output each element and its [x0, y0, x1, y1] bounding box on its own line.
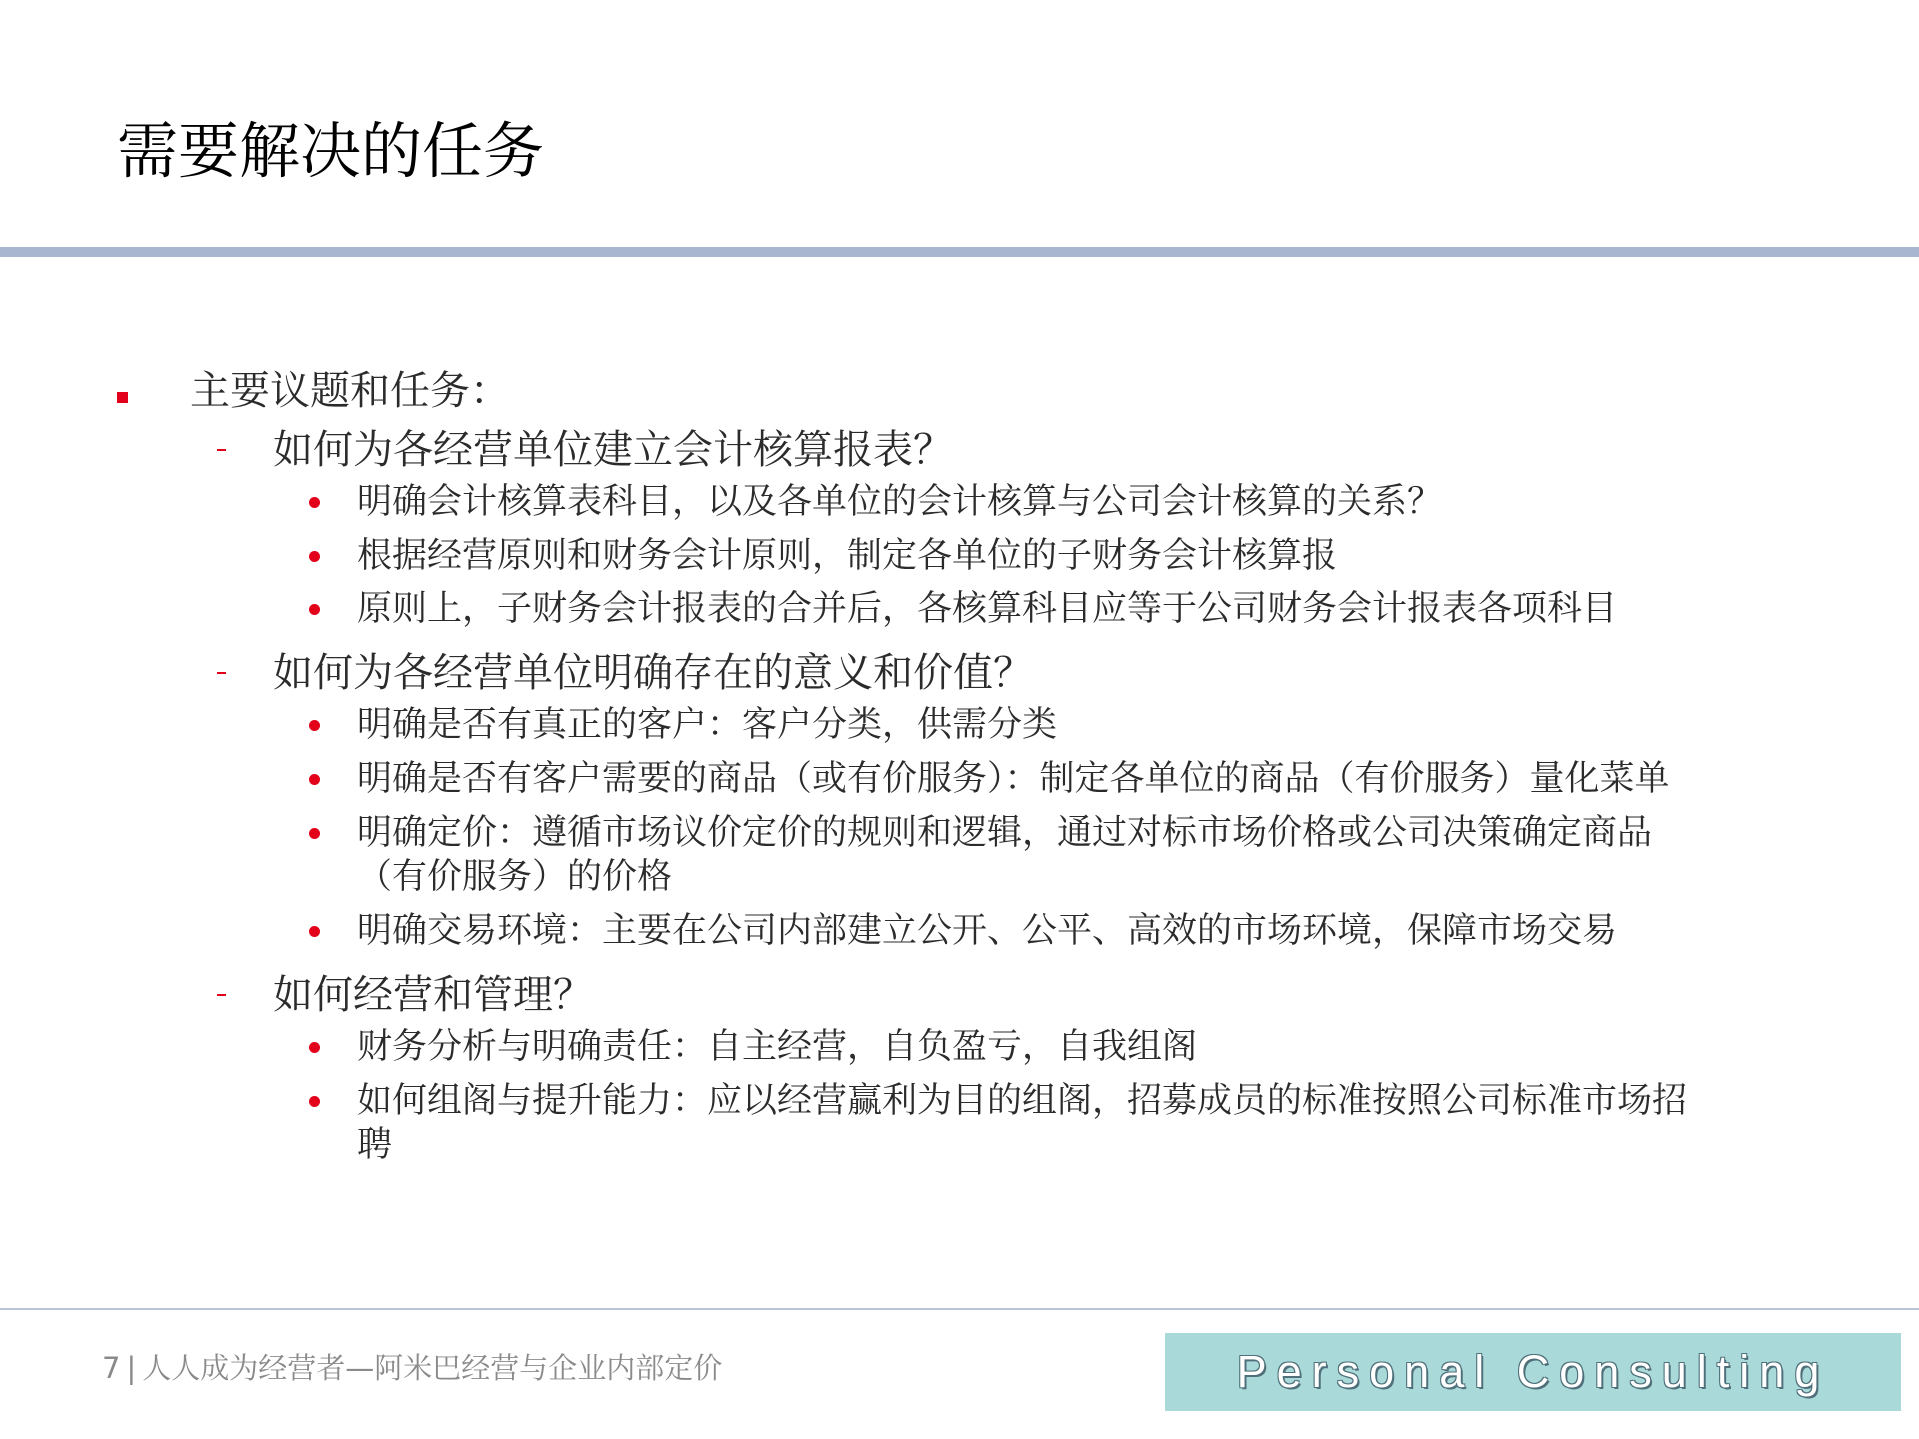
square-bullet-icon	[117, 392, 128, 403]
section-heading: 如何为各经营单位建立会计核算报表？	[273, 427, 953, 473]
dot-bullet-icon	[309, 828, 320, 839]
dot-bullet-icon	[309, 720, 320, 731]
bullet-text: 如何组阁与提升能力：应以经营赢利为目的组阁，招募成员的标准按照公司标准市场招	[357, 1081, 1688, 1121]
page-number: 7	[102, 1351, 121, 1385]
bullet-text: 明确是否有真正的客户：客户分类，供需分类	[357, 705, 1058, 745]
dot-bullet-icon	[309, 774, 320, 785]
brand-name: Personal Consulting	[1236, 1346, 1830, 1397]
slide-title: 需要解决的任务	[117, 116, 545, 187]
bullet-text: 明确交易环境：主要在公司内部建立公开、公平、高效的市场环境，保障市场交易	[357, 911, 1618, 951]
bullet-text: 根据经营原则和财务会计原则，制定各单位的子财务会计核算报	[357, 536, 1338, 576]
bullet-text-continued: （有价服务）的价格	[357, 857, 673, 897]
footer	[102, 1349, 722, 1387]
dot-bullet-icon	[309, 926, 320, 937]
bullet-text: 财务分析与明确责任：自主经营，自负盈亏，自我组阁	[357, 1027, 1198, 1067]
bullet-text: 明确定价：遵循市场议价定价的规则和逻辑，通过对标市场价格或公司决策确定商品	[357, 813, 1653, 853]
footer-title: 人人成为经营者—阿米巴经营与企业内部定价	[142, 1351, 723, 1385]
bullet-text: 明确是否有客户需要的商品（或有价服务）：制定各单位的商品（有价服务）量化菜单	[357, 759, 1670, 799]
bullet-l1-text: 主要议题和任务：	[190, 368, 510, 414]
footer-separator: |	[126, 1351, 137, 1385]
section-heading: 如何为各经营单位明确存在的意义和价值？	[273, 650, 1033, 696]
bullet-text: 原则上，子财务会计报表的合并后，各核算科目应等于公司财务会计报表各项科目	[357, 589, 1618, 629]
dot-bullet-icon	[309, 1096, 320, 1107]
dash-bullet-icon	[217, 672, 226, 674]
dot-bullet-icon	[309, 551, 320, 562]
footer-divider	[0, 1308, 1919, 1310]
bullet-text: 明确会计核算表科目，以及各单位的会计核算与公司会计核算的关系？	[357, 482, 1443, 522]
dash-bullet-icon	[217, 994, 226, 996]
bullet-text-continued: 聘	[357, 1125, 393, 1165]
title-divider	[0, 247, 1919, 257]
dot-bullet-icon	[309, 604, 320, 615]
brand-banner	[1165, 1333, 1901, 1411]
dot-bullet-icon	[309, 1042, 320, 1053]
section-heading: 如何经营和管理？	[273, 972, 593, 1018]
dot-bullet-icon	[309, 497, 320, 508]
dash-bullet-icon	[217, 449, 226, 451]
